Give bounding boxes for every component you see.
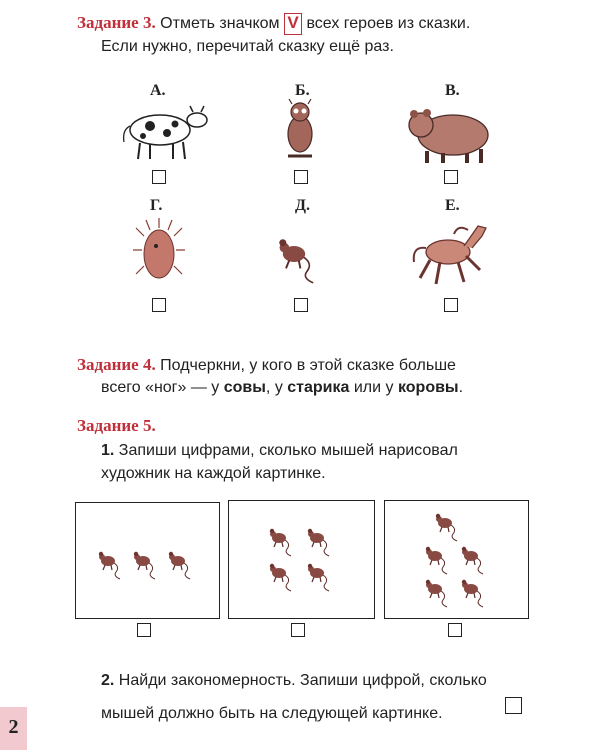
mouse-icon: [308, 529, 329, 556]
checkbox-b[interactable]: [294, 170, 308, 184]
mouse-icon: [134, 552, 155, 579]
owl-icon: [280, 98, 320, 164]
mouse-icon: [270, 564, 291, 591]
option-cow[interactable]: коровы: [397, 379, 459, 396]
task3-heading: Задание 3.: [77, 13, 156, 32]
checkbox-g[interactable]: [152, 298, 166, 312]
mice-picture-1: [75, 502, 220, 619]
option-old-man[interactable]: старика: [287, 379, 350, 396]
task4-line1: Задание 4. Подчеркни, у кого в этой сказке больше: [77, 355, 456, 374]
bear-icon: [405, 103, 495, 165]
animal-letter-b: Б.: [295, 82, 310, 99]
mice-picture-3: [384, 500, 529, 619]
task3-line2: Если нужно, перечитай сказку ещё раз.: [101, 38, 394, 55]
checkbox-v[interactable]: [444, 170, 458, 184]
option-owl[interactable]: совы: [223, 379, 266, 396]
mouse-icon: [426, 580, 447, 607]
animal-letter-e: Е.: [445, 197, 460, 214]
mouse-icon: [462, 580, 483, 607]
task5-q2-line2: мышей должно быть на следующей картинке.: [101, 705, 443, 722]
animal-letter-v: В.: [445, 82, 460, 99]
mice-group-3: [76, 503, 221, 620]
checkbox-d[interactable]: [294, 298, 308, 312]
answer-box-3[interactable]: [448, 623, 462, 637]
animal-letter-a: А.: [150, 82, 166, 99]
task3-line1: Задание 3. Отметь значком V всех героев из сказки.: [77, 12, 470, 35]
page-number: 2: [0, 707, 27, 750]
task5-heading: Задание 5.: [77, 416, 156, 435]
answer-box-2[interactable]: [291, 623, 305, 637]
mouse-icon: [272, 232, 332, 288]
mouse-icon: [436, 514, 457, 541]
checkbox-a[interactable]: [152, 170, 166, 184]
animal-letter-d: Д.: [295, 197, 311, 214]
task4-line2: всего «ног» — у совы, у старика или у коровы.: [101, 379, 464, 396]
answer-box-next[interactable]: [505, 697, 522, 714]
answer-box-1[interactable]: [137, 623, 151, 637]
mice-group-5: [385, 501, 530, 620]
mouse-icon: [169, 552, 190, 579]
checkbox-e[interactable]: [444, 298, 458, 312]
mouse-icon: [99, 552, 120, 579]
mouse-icon: [270, 529, 291, 556]
mice-picture-2: [228, 500, 375, 619]
mouse-icon: [426, 547, 447, 574]
task4-heading: Задание 4.: [77, 355, 156, 374]
task5-q2-line1: 2. Найди закономерность. Запиши цифрой, сколько: [101, 672, 487, 689]
mouse-icon: [308, 564, 329, 591]
task5-q1-line2: художник на каждой картинке.: [101, 465, 326, 482]
task5-q1-line1: 1. Запиши цифрами, сколько мышей нарисовал: [101, 442, 458, 459]
mouse-icon: [462, 547, 483, 574]
animal-letter-g: Г.: [150, 197, 163, 214]
hedgehog-icon: [132, 216, 186, 288]
mice-group-4: [229, 501, 376, 620]
cow-icon: [115, 100, 215, 162]
checkmark-sample-icon: V: [284, 13, 302, 35]
horse-icon: [410, 216, 490, 290]
